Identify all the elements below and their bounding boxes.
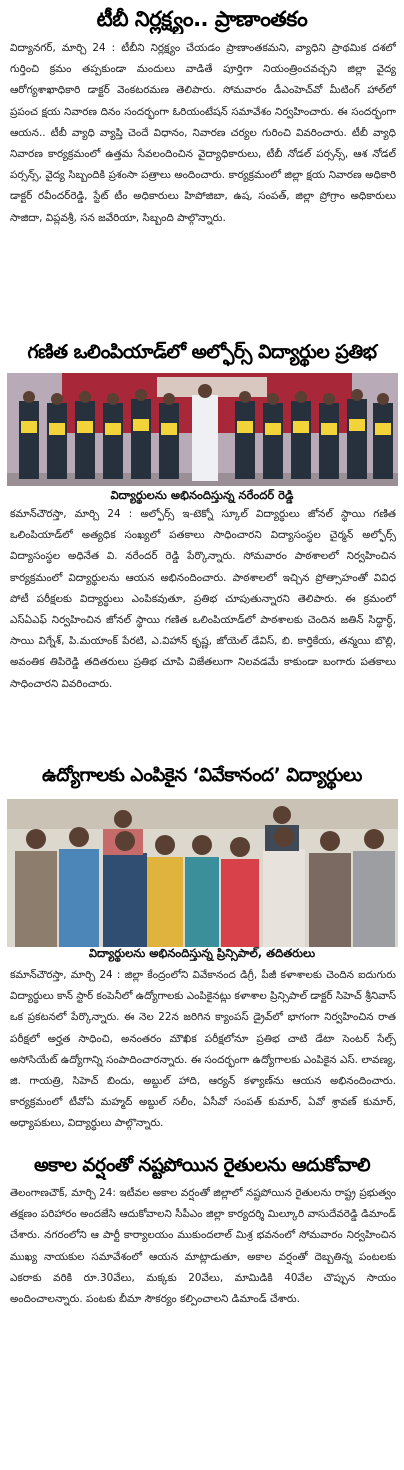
article-4-headline: అకాల వర్షంతో నష్టపోయిన రైతులను ఆదుకోవాలి: [33, 1155, 371, 1176]
vivekananda-photo-caption: విద్యార్థులను అభినందిస్తున్న ప్రిన్సిపాల్‌, తదితరులు: [88, 946, 316, 960]
article-2-body: కమాన్‌చౌరస్తా, మార్చి 24 : అల్ఫోర్స్‌ ఇ-టెక్నో స్కూల్‌ విద్యార్థులు జోనల్‌ స్థాయి గణిత ఒలింపియాడ్‌లో అత్యధిక సంఖ్యలో పతకాలు సాధించారని విద్యాసంస్థల చైర్మన్‌ అల్ఫోర్స్‌ విద్యాసంస్థల అధినేత వి. నరేందర్‌ రెడ్డి పేర్కొన్నారు. సోమవారం పాఠశాలలో నిర్వహించిన కార్యక్రమంలో విద్యార్థులను ఆయన అభినందించారు. పాఠశాలలో ఇచ్చిన ప్రోత్సాహంతో వివిధ పోటీ పరీక్షలకు విద్యార్థులు ఎంపికవుతూ, ప్రతిభ చూపుతున్నారని తెలిపారు. ఈ క్రమంలో ఎస్‌ఏఎఫ్‌ నిర్వహించిన జోనల్‌ స్థాయి గణిత ఒలింపియాడ్‌లో పాఠశాలకు చెందిన జతిన్‌ సిద్ధార్ధ్‌, సాయి విగ్నేశ్‌, పి.మయాంక్‌ పేరటి, ఎ.విహాన్‌ కృష్ణ, జోయెల్‌ డేవిస్‌, బి. కార్తికేయ, తన్మయి బొల్లి, అవంతిక తిపిరెడ్డి తదితరులు ప్రతిభ చూపి విజేతలుగా నిలవడమే కాకుండా బంగారు పతకాలు సాధించారని వివరించారు.: [10, 508, 396, 690]
alphores-students-photo: [7, 373, 398, 497]
article-3-headline: ఉద్యోగాలకు ఎంపికైన ‘వివేకానంద’ విద్యార్థులు: [42, 765, 362, 786]
article-1-body: విద్యానగర్‌, మార్చి 24 : టీబీని నిర్లక్ష్యం చేయడం ప్రాణాంతకమని, వ్యాధిని ప్రాథమిక దశలో గుర్తించి క్రమం తప్పకుండా మందులు వాడితే పూర్తిగా నియంత్రించవచ్చని జిల్లా వైద్య ఆరోగ్యశాఖాధికారి డాక్టర్‌ వెంకటరమణ తెలిపారు. సోమవారం డీఎంహెచ్‌వో మీటింగ్‌ హాల్‌లో ప్రపంచ క్షయ నివారణ దినం సందర్భంగా ఓరియంటేషన్‌ సమావేశం నిర్వహించారు. ఈ సందర్భంగా ఆయన.. టీబీ వ్యాధి వ్యాప్తి చెందే విధానం, నివారణ చర్యల గురించి వివరించారు. టీబీ వ్యాధి నివారణ కార్యక్రమంలో ఉత్తమ సేవలందించిన వైద్యాధికారులు, టీబీ నోడల్‌ పర్సన్స్‌, ఆశ నోడల్‌ పర్సన్స్‌, వైద్య సిబ్బందికి ప్రశంసా పత్రాలు అందించారు. కార్యక్రమంలో జిల్లా క్షయ నివారణ అధికారి డాక్టర్‌ రవీందర్‌రెడ్డి, స్టేట్‌ టీం అధికారులు హిపోజిబా, ఉష, సంపత్‌, జిల్లా ప్రోగ్రాం అధికారులు సాజిదా, విప్లవశ్రీ, సన జవేరియా, సిబ్బంది పాల్గొన్నారు.: [10, 42, 396, 224]
article-2-headline: గణిత ఒలింపియాడ్‌లో అల్ఫోర్స్‌ విద్యార్థుల ప్రతిభ: [27, 341, 377, 363]
alphores-photo-caption: విద్యార్థులను అభినందిస్తున్న నరేందర్‌ రెడ్డి: [0, 486, 404, 504]
students-group-photo-illustration: [7, 373, 398, 497]
faculty-students-photo-illustration: [7, 799, 398, 947]
article-3-body: కమాన్‌చౌరస్తా, మార్చి 24 : జిల్లా కేంద్రంలోని వివేకానంద డిగ్రీ, పీజీ కళాశాలకు చెందిన ఐదుగురు విద్యార్థులు కాన్‌ స్టార్‌ కంపెనీలో ఉద్యోగాలకు ఎంపికైనట్లు కళాశాల ప్రిన్సిపాల్‌ డాక్టర్‌ సిహెచ్‌ శ్రీనివాస్‌ ఒక ప్రకటనలో పేర్కొన్నారు. ఈ నెల 22న జరిగిన క్యాంపస్‌ డ్రైవ్‌లో భాగంగా నిర్వహించిన రాత పరీక్షలో అర్హత సాధించి, అనంతరం మౌఖిక పరీక్షలోనూ ప్రతిభ చాటి డేటా సెంటర్‌ సేల్స్‌ అసోసియేట్‌ ఉద్యోగాన్ని సంపాదించారన్నారు. ఈ సందర్భంగా ఉద్యోగాలకు ఎంపికైన ఎస్‌. లావణ్య, జి. గాయత్రి, సిహెచ్‌ బిందు, అబ్దుల్‌ హాది, ఆర్యన్‌ కళ్యాణ్‌ను ఆయన అభినందించారు. కార్యక్రమంలో టీవోఏ మహ్మద్‌ అబ్దుల్‌ సలీం, ఏసీవో సంపత్‌ కుమార్‌, ఏవో శ్రావణ్‌ కుమార్‌, అధ్యాపకులు, విద్యార్థులు పాల్గొన్నారు.: [10, 969, 396, 1130]
article-4-body: తెలంగాణచౌక్‌, మార్చి 24: ఇటీవల అకాల వర్షంతో జిల్లాలో నష్టపోయిన రైతులను రాష్ట్ర ప్రభుత్వం తక్షణం పరిహారం అందజేసి ఆదుకోవాలని సీపీఎం జిల్లా కార్యదర్శి మిల్కూరి వాసుదేవరెడ్డి డిమాండ్‌ చేశారు. నగరంలోని ఆ పార్టీ కార్యాలయం ముకుందలాల్‌ మిశ్ర భవనంలో సోమవారం నిర్వహించిన ముఖ్య నాయకుల సమావేశంలో ఆయన మాట్లాడుతూ, అకాల వర్షంతో దెబ్బతిన్న పంటలకు ఎకరాకు వరికి రూ.30వేలు, మక్కకు 20వేలు, మామిడికి 40వేల చొప్పున సాయం అందించాలన్నారు. పంటకు బీమా సౌకర్యం కల్పించాలని డిమాండ్‌ చేశారు.: [10, 1187, 396, 1306]
article-1-headline: టీబీ నిర్లక్ష్యం.. ప్రాణాంతకం: [96, 7, 308, 31]
vivekananda-students-photo: [7, 799, 398, 947]
